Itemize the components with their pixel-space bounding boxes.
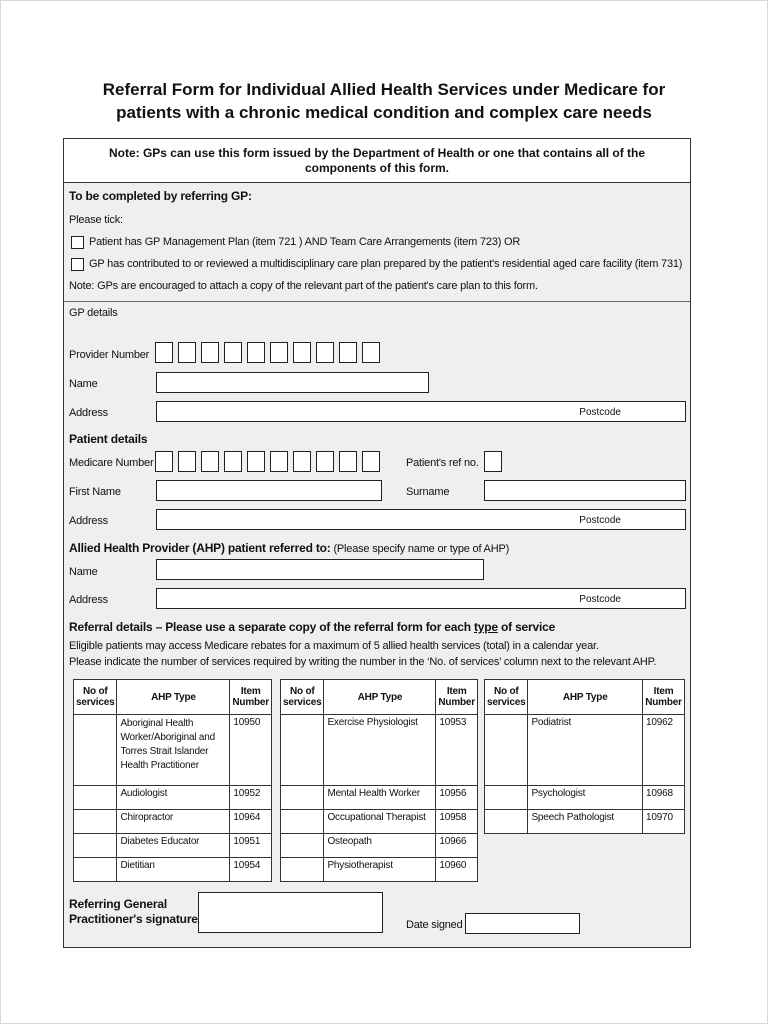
eligibility-text: Eligible patients may access Medicare rebates for a maximum of 5 allied health services (total) in a calendar year. (69, 640, 599, 652)
digit-box[interactable] (293, 342, 311, 363)
patient-details-heading: Patient details (69, 432, 148, 446)
multidisciplinary-plan-checkbox[interactable] (71, 258, 84, 271)
signature-label-line-1: Referring General (69, 897, 167, 911)
table-row (281, 834, 478, 858)
ahp-address-label: Address (69, 594, 108, 606)
services-count-cell[interactable] (281, 786, 324, 810)
ahp-name-label: Name (69, 566, 98, 578)
ahp-type-cell: Diabetes Educator (117, 834, 230, 858)
title-line-1: Referral Form for Individual Allied Health Services under Medicare for (102, 80, 666, 99)
ahp-type-cell: Chiropractor (117, 810, 230, 834)
item-number-cell: 10951 (230, 834, 272, 858)
ahp-type-cell: Dietitian (117, 858, 230, 882)
table-row (485, 715, 685, 786)
provider-number-label: Provider Number (69, 349, 150, 361)
table-row (74, 834, 272, 858)
referral-heading-type: type (474, 620, 498, 634)
services-count-cell[interactable] (485, 810, 528, 834)
table-row (281, 858, 478, 882)
surname-field[interactable] (484, 480, 686, 501)
services-count-cell[interactable] (74, 715, 117, 786)
gp-name-field[interactable] (156, 372, 429, 393)
digit-box[interactable] (155, 342, 173, 363)
surname-label: Surname (406, 486, 450, 498)
item-number-cell: 10958 (436, 810, 478, 834)
digit-box[interactable] (201, 451, 219, 472)
services-count-cell[interactable] (485, 786, 528, 810)
ahp-heading-hint: (Please specify name or type of AHP) (333, 543, 510, 555)
ahp-heading-text: Allied Health Provider (AHP) patient referred to: (69, 541, 331, 555)
services-count-cell[interactable] (281, 834, 324, 858)
item-number-cell: 10950 (230, 715, 272, 786)
ahp-postcode-label: Postcode (579, 594, 621, 605)
date-signed-field[interactable] (465, 913, 580, 934)
ahp-type-cell: Mental Health Worker (324, 786, 436, 810)
medicare-number-input[interactable] (155, 451, 380, 472)
table-row (74, 810, 272, 834)
item-number-cell: 10968 (643, 786, 685, 810)
gmp-tca-checkbox[interactable] (71, 236, 84, 249)
title-line-2: patients with a chronic medical condition and complex care needs (116, 103, 652, 122)
ahp-type-cell: Osteopath (324, 834, 436, 858)
services-count-cell[interactable] (74, 786, 117, 810)
referral-heading-part-1: Referral details – Please use a separate copy of the referral form for each (69, 620, 471, 634)
col-item-number: Item Number (643, 680, 685, 715)
table-row (74, 858, 272, 882)
services-count-cell[interactable] (74, 858, 117, 882)
table-row (281, 715, 478, 786)
col-ahp-type: AHP Type (117, 680, 230, 715)
item-number-cell: 10970 (643, 810, 685, 834)
gmp-tca-option-label: Patient has GP Management Plan (item 721 ) AND Team Care Arrangements (item 723) OR (89, 236, 521, 248)
ahp-type-cell: Aboriginal Health Worker/Aboriginal and Torres Strait Islander Health Practitioner (117, 715, 230, 786)
col-item-number: Item Number (436, 680, 478, 715)
col-no-of-services: No of services (74, 680, 117, 715)
services-count-cell[interactable] (74, 834, 117, 858)
patient-address-field[interactable] (156, 509, 686, 530)
digit-box[interactable] (362, 342, 380, 363)
services-count-cell[interactable] (485, 715, 528, 786)
please-tick-label: Please tick: (69, 214, 123, 226)
referral-form (63, 138, 691, 948)
item-number-cell: 10962 (643, 715, 685, 786)
services-count-cell[interactable] (281, 810, 324, 834)
digit-box[interactable] (201, 342, 219, 363)
digit-box[interactable] (178, 342, 196, 363)
note-line-2: components of this form. (305, 161, 449, 175)
table-row (281, 810, 478, 834)
digit-box[interactable] (362, 451, 380, 472)
ahp-table-2 (280, 679, 478, 882)
table-row (74, 715, 272, 786)
item-number-cell: 10954 (230, 858, 272, 882)
provider-number-input[interactable] (155, 342, 380, 363)
medicare-number-label: Medicare Number (69, 457, 154, 469)
referral-heading-part-2: of service (501, 620, 556, 634)
item-number-cell: 10956 (436, 786, 478, 810)
table-row (281, 786, 478, 810)
digit-box[interactable] (178, 451, 196, 472)
signature-label-line-2: Practitioner's signature (69, 912, 198, 926)
signature-label (69, 897, 198, 927)
digit-box[interactable] (316, 451, 334, 472)
col-no-of-services: No of services (281, 680, 324, 715)
col-ahp-type: AHP Type (528, 680, 643, 715)
referral-details-heading (69, 620, 555, 634)
col-ahp-type: AHP Type (324, 680, 436, 715)
ahp-type-cell: Audiologist (117, 786, 230, 810)
digit-box[interactable] (224, 342, 242, 363)
item-number-cell: 10960 (436, 858, 478, 882)
table-row (485, 810, 685, 834)
ahp-table-1 (73, 679, 272, 882)
digit-box[interactable] (247, 342, 265, 363)
digit-box[interactable] (247, 451, 265, 472)
care-plan-note: Note: GPs are encouraged to attach a copy of the relevant part of the patient's care plan to this form. (69, 280, 538, 292)
gp-details-heading: GP details (69, 307, 118, 319)
table-row (485, 786, 685, 810)
gp-address-label: Address (69, 407, 108, 419)
gp-name-label: Name (69, 378, 98, 390)
digit-box[interactable] (339, 342, 357, 363)
services-count-cell[interactable] (281, 715, 324, 786)
col-item-number: Item Number (230, 680, 272, 715)
ahp-type-cell: Physiotherapist (324, 858, 436, 882)
date-signed-label: Date signed (406, 919, 463, 931)
ahp-name-field[interactable] (156, 559, 484, 580)
services-count-cell[interactable] (281, 858, 324, 882)
ahp-type-cell: Occupational Therapist (324, 810, 436, 834)
first-name-label: First Name (69, 486, 121, 498)
patient-postcode-label: Postcode (579, 515, 621, 526)
ahp-address-field[interactable] (156, 588, 686, 609)
patient-address-label: Address (69, 515, 108, 527)
ahp-type-cell: Exercise Physiologist (324, 715, 436, 786)
digit-box[interactable] (270, 342, 288, 363)
note-banner (64, 139, 690, 183)
digit-box[interactable] (270, 451, 288, 472)
form-title (60, 78, 708, 124)
ahp-section-heading (69, 541, 509, 555)
section-divider (64, 301, 690, 302)
gp-postcode-label: Postcode (579, 407, 621, 418)
item-number-cell: 10966 (436, 834, 478, 858)
services-count-cell[interactable] (74, 810, 117, 834)
patient-ref-label: Patient's ref no. (406, 457, 479, 469)
first-name-field[interactable] (156, 480, 382, 501)
item-number-cell: 10953 (436, 715, 478, 786)
item-number-cell: 10952 (230, 786, 272, 810)
note-line-1: Note: GPs can use this form issued by the Department of Health or one that contains all of the (108, 146, 646, 160)
ahp-type-cell: Speech Pathologist (528, 810, 643, 834)
table-row (74, 786, 272, 810)
ahp-type-cell: Psychologist (528, 786, 643, 810)
col-no-of-services: No of services (485, 680, 528, 715)
digit-box[interactable] (293, 451, 311, 472)
gp-address-field[interactable] (156, 401, 686, 422)
gp-section-heading: To be completed by referring GP: (69, 189, 252, 203)
digit-box[interactable] (316, 342, 334, 363)
digit-box[interactable] (339, 451, 357, 472)
multidisciplinary-plan-option-label: GP has contributed to or reviewed a multidisciplinary care plan prepared by the patient's residential aged care facility (item 731) (89, 258, 683, 270)
ahp-type-cell: Podiatrist (528, 715, 643, 786)
digit-box[interactable] (155, 451, 173, 472)
patient-ref-field[interactable] (484, 451, 502, 472)
gp-signature-field[interactable] (198, 892, 383, 933)
ahp-table-3 (484, 679, 685, 834)
instructions-text: Please indicate the number of services required by writing the number in the ‘No. of services’ column next to the relevant AHP. (69, 656, 657, 668)
item-number-cell: 10964 (230, 810, 272, 834)
digit-box[interactable] (224, 451, 242, 472)
